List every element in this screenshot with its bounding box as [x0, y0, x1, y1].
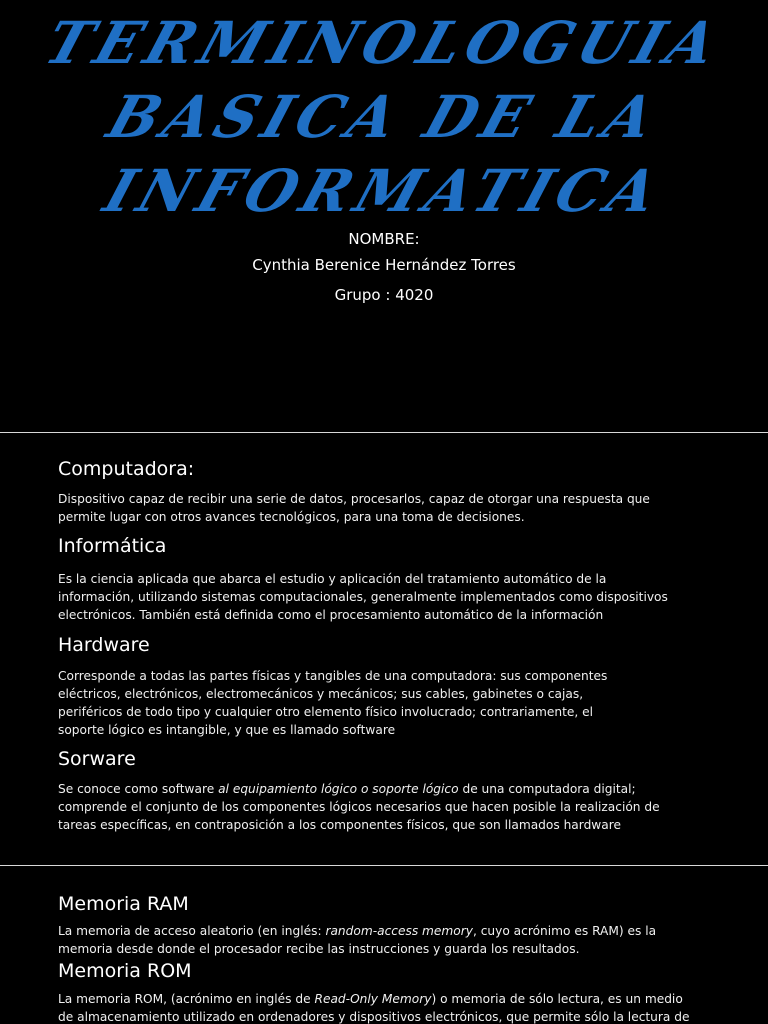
- text-span: La memoria de acceso aleatorio (en inglés:: [58, 924, 326, 938]
- text-span: ) o memoria de sólo lectura, es un medio: [431, 992, 683, 1006]
- text-line: Es la ciencia aplicada que abarca el estudio y aplicación del tratamiento automático de la: [58, 572, 607, 586]
- text-line: tareas específicas, en contraposición a los componentes físicos, que son llamados hardware: [58, 818, 621, 832]
- author-info: [0, 226, 768, 308]
- memory-slide: [0, 866, 768, 1024]
- text-line: [58, 922, 728, 940]
- text-line: [58, 990, 728, 1008]
- ram-heading: Memoria RAM: [58, 893, 189, 915]
- text-line: periféricos de todo tipo y cualquier otro elemento físico involucrado; contrariamente, el: [58, 705, 594, 719]
- text-line: comprende el conjunto de los componentes lógicos necesarios que hacen posible la realización de: [58, 800, 660, 814]
- text-line: información, utilizando sistemas computacionales, generalmente implementados como dispositivos: [58, 590, 668, 604]
- text-span: , cuyo acrónimo es RAM) es la: [472, 924, 657, 938]
- name-label: NOMBRE:: [348, 230, 420, 248]
- text-line: Dispositivo capaz de recibir una serie de datos, procesarlos, capaz de otorgar una respuesta que: [58, 492, 650, 506]
- emphasis-text: Read-Only Memory: [314, 992, 432, 1006]
- group-label: Grupo : 4020: [334, 286, 434, 304]
- title-slide: [0, 0, 768, 432]
- slide-title: [0, 6, 768, 228]
- text-line: Corresponde a todas las partes físicas y tangibles de una computadora: sus componentes: [58, 669, 608, 683]
- hardware-heading: Hardware: [58, 634, 150, 656]
- text-line: electrónicos. También está definida como el procesamiento automático de la información: [58, 608, 604, 622]
- text-span: La memoria ROM, (acrónimo en inglés de: [58, 992, 315, 1006]
- computadora-heading: Computadora:: [58, 458, 195, 480]
- software-text: [58, 780, 728, 834]
- definitions-slide: [0, 433, 768, 865]
- rom-text: [58, 990, 728, 1024]
- hardware-text: [58, 667, 728, 739]
- emphasis-text: random-access memory: [325, 924, 473, 938]
- title-line: TERMINOLOGUIA: [36, 9, 732, 77]
- text-span: de una computadora digital;: [458, 782, 636, 796]
- informatica-heading: Informática: [58, 535, 167, 557]
- rom-heading: Memoria ROM: [58, 960, 192, 982]
- text-line: de almacenamiento utilizado en ordenadores y dispositivos electrónicos, que permite sólo la lectura de: [58, 1010, 690, 1024]
- text-line: [58, 780, 728, 798]
- title-line: BASICA DE LA: [99, 83, 669, 151]
- text-line: permite lugar con otros avances tecnológicos, para una toma de decisiones.: [58, 510, 525, 524]
- ram-text: [58, 922, 728, 958]
- computadora-text: [58, 490, 728, 526]
- text-line: soporte lógico es intangible, y que es llamado software: [58, 723, 396, 737]
- title-line: INFORMATICA: [96, 157, 672, 225]
- informatica-text: [58, 570, 728, 624]
- emphasis-text: al equipamiento lógico o soporte lógico: [218, 782, 459, 796]
- text-line: memoria desde donde el procesador recibe las instrucciones y guarda los resultados.: [58, 942, 580, 956]
- author-name: Cynthia Berenice Hernández Torres: [252, 256, 516, 274]
- text-span: Se conoce como software: [58, 782, 219, 796]
- software-heading: Sorware: [58, 748, 136, 770]
- text-line: eléctricos, electrónicos, electromecánicos y mecánicos; sus cables, gabinetes o cajas,: [58, 687, 584, 701]
